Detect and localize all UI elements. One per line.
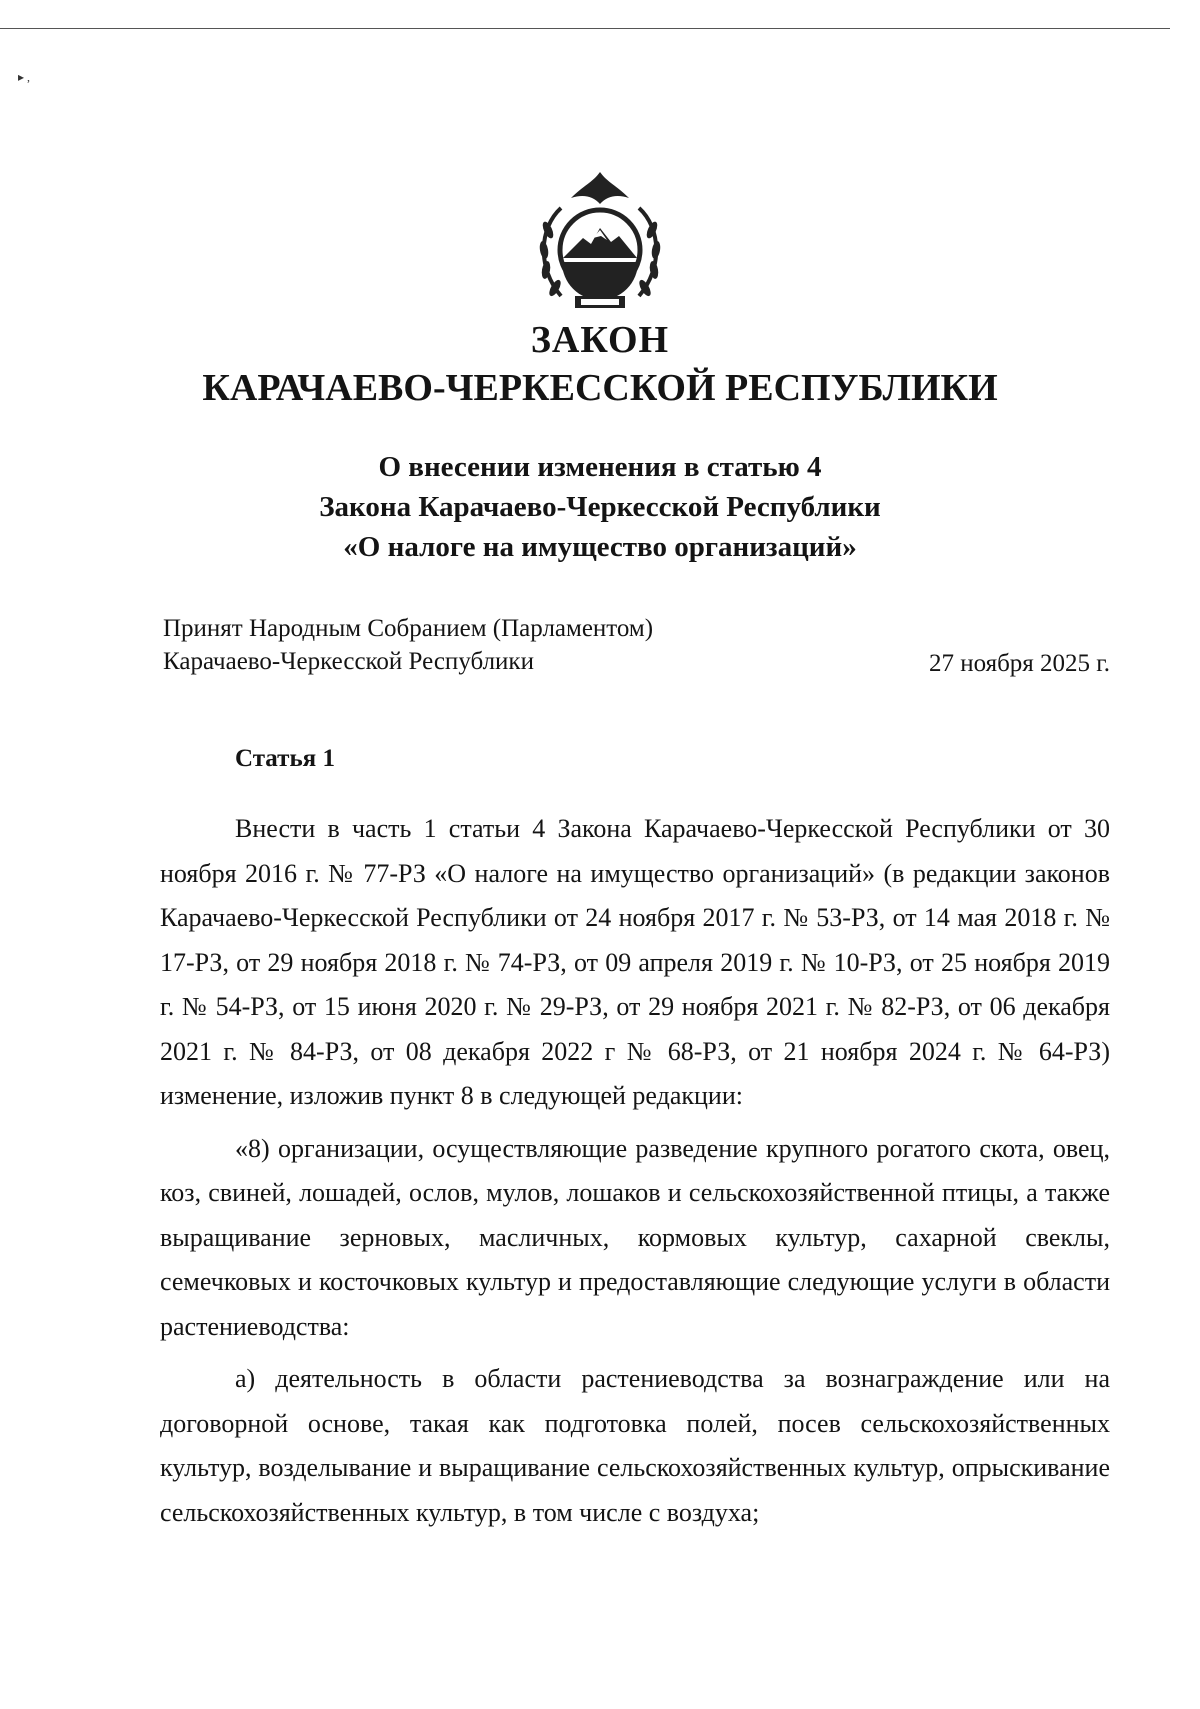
article-heading: Статья 1 (235, 745, 335, 772)
adoption-line: Карачаево-Черкесской Республики (163, 648, 534, 675)
subtitle-line: «О налоге на имущество организаций» (343, 531, 857, 563)
subtitle-line: Закона Карачаево-Черкесской Республики (319, 491, 881, 523)
scan-border-line (0, 28, 1170, 29)
adoption-line: Принят Народным Собранием (Парламентом) (163, 615, 654, 642)
law-subtitle (0, 447, 1200, 567)
article-paragraph: «8) организации, осуществляющие разведение крупного рогатого скота, овец, коз, свиней, лошадей, ослов, мулов, лошаков и сельскохозяйственной птицы, а также выращивание зерновых, масличных, кормовых культур, сахарной свеклы, семечковых и косточковых культур и предоставляющие следующие услуги в области растениеводства: (160, 1133, 1110, 1341)
coat-of-arms-emblem (531, 168, 669, 318)
article-paragraph: Внести в часть 1 статьи 4 Закона Карачаево-Черкесской Республики от 30 ноября 2016 г. № 77-РЗ «О налоге на имущество организаций» (в редакции законов Карачаево-Черкесской Республики от 24 ноября 2017 г. № 53-РЗ, от 14 мая 2018 г. № 17-РЗ, от 29 ноября 2018 г. № 74-РЗ, от 09 апреля 2019 г. № 10-РЗ, от 25 ноября 2019 г. № 54-РЗ, от 15 июня 2020 г. № 29-РЗ, от 29 ноября 2021 г. № 82-РЗ, от 06 декабря 2021 г. № 84-РЗ, от 08 декабря 2022 г № 68-РЗ, от 21 ноября 2024 г. № 64-РЗ) изменение, изложив пункт 8 в следующей редакции: (160, 814, 1110, 1110)
scan-artifact: ▸ , (18, 70, 31, 84)
republic-title: КАРАЧАЕВО-ЧЕРКЕССКОЙ РЕСПУБЛИКИ (202, 367, 998, 409)
law-title: ЗАКОН (530, 319, 670, 361)
adoption-date: 27 ноября 2025 г. (928, 650, 1110, 677)
subtitle-line: О внесении изменения в статью 4 (378, 451, 822, 483)
adoption-statement (163, 612, 653, 678)
article-paragraph: а) деятельность в области растениеводства за вознаграждение или на договорной основе, такая как подготовка полей, посев сельскохозяйственных культур, возделывание и выращивание сельскохозяйственных культур, опрыскивание сельскохозяйственных культур, в том числе с воздуха; (160, 1364, 1110, 1527)
article-body (160, 807, 1110, 1535)
